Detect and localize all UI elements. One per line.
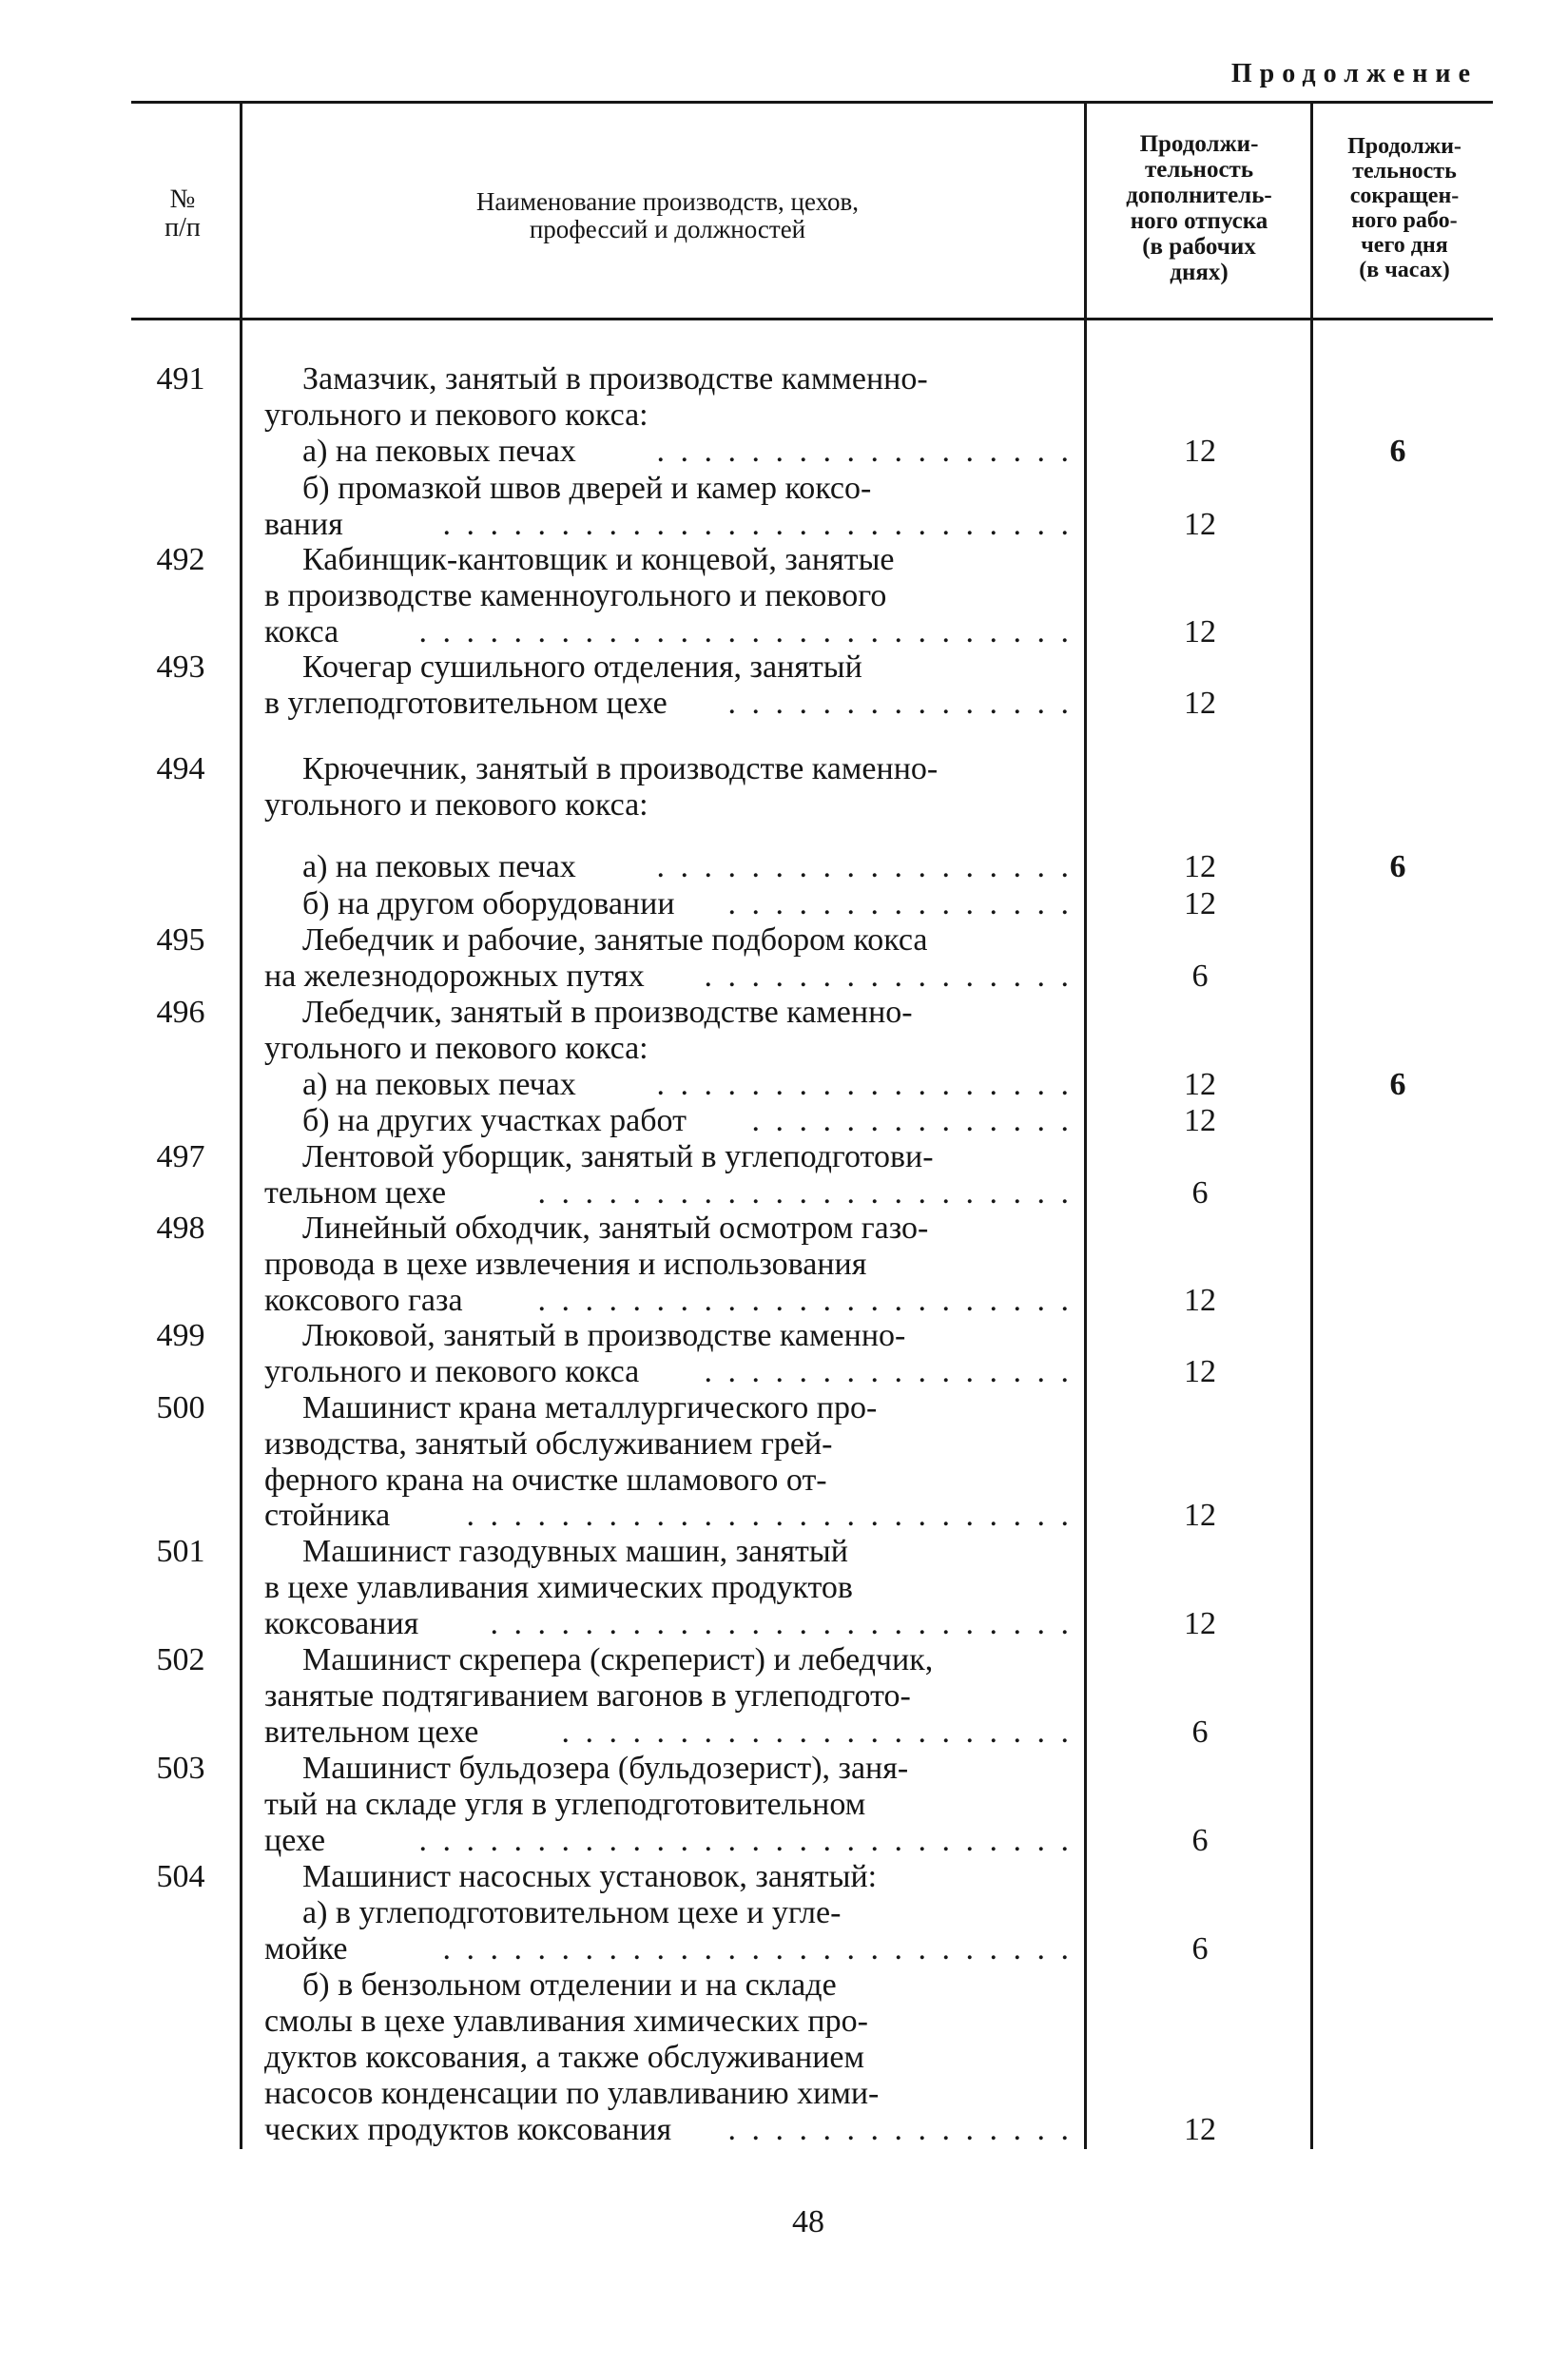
row-text: в производстве каменноугольного и пекового bbox=[264, 578, 887, 613]
row-text: угольного и пекового кокса bbox=[264, 1354, 640, 1389]
vacation-days: 12 bbox=[1184, 1498, 1216, 1533]
row-text: б) на других участках работ bbox=[302, 1103, 687, 1138]
table-row bbox=[0, 614, 1568, 649]
vacation-days: 6 bbox=[1191, 1715, 1209, 1750]
row-text: в цехе улавливания химических продуктов bbox=[264, 1570, 853, 1605]
vacation-days: 12 bbox=[1184, 1606, 1216, 1641]
row-text: Кочегар сушильного отделения, занятый bbox=[302, 649, 862, 685]
header-bottom-rule bbox=[131, 318, 1493, 320]
table-row bbox=[0, 507, 1568, 542]
table-row bbox=[0, 1570, 1568, 1605]
header-number-column: № п/п bbox=[165, 184, 201, 243]
table-row bbox=[0, 1139, 1568, 1174]
table-row bbox=[0, 1463, 1568, 1498]
table-row bbox=[0, 1498, 1568, 1533]
table-row bbox=[0, 1787, 1568, 1822]
row-number: 494 bbox=[156, 751, 205, 786]
leader-dots: . . . . . . . . . . . . . . . bbox=[727, 686, 1073, 721]
table-row bbox=[0, 1211, 1568, 1246]
table-row bbox=[0, 1390, 1568, 1425]
leader-dots: . . . . . . . . . . . . . . . . bbox=[704, 1354, 1073, 1389]
row-text: провода в цехе извлечения и использования bbox=[264, 1247, 867, 1282]
row-text: Кабинщик-кантовщик и концевой, занятые bbox=[302, 542, 895, 577]
table-row bbox=[0, 1247, 1568, 1282]
row-text: вительном цехе bbox=[264, 1715, 479, 1750]
row-number: 492 bbox=[156, 542, 205, 577]
row-text: а) в углеподготовительном цехе и угле- bbox=[302, 1895, 842, 1930]
table-row bbox=[0, 2076, 1568, 2111]
leader-dots: . . . . . . . . . . . . . . . bbox=[727, 2112, 1073, 2147]
row-text: Лентовой уборщик, занятый в углеподготови- bbox=[302, 1139, 934, 1174]
workday-hours: 6 bbox=[1389, 849, 1406, 884]
row-text: занятые подтягиванием вагонов в углеподгото- bbox=[264, 1678, 911, 1714]
table-row bbox=[0, 1103, 1568, 1138]
row-text: угольного и пекового кокса: bbox=[264, 787, 648, 823]
vacation-days: 6 bbox=[1191, 1931, 1209, 1967]
leader-dots: . . . . . . . . . . . . . . . . . . . . . . . . . bbox=[490, 1606, 1073, 1641]
leader-dots: . . . . . . . . . . . . . . . . . . . . . . . . . . . . bbox=[418, 614, 1073, 649]
row-number: 501 bbox=[156, 1534, 205, 1569]
vacation-days: 12 bbox=[1184, 1103, 1216, 1138]
row-text: б) промазкой швов дверей и камер коксо- bbox=[302, 471, 872, 506]
row-text: а) на пековых печах bbox=[302, 434, 576, 469]
table-row bbox=[0, 1751, 1568, 1786]
vacation-days: 6 bbox=[1191, 1823, 1209, 1858]
row-number: 503 bbox=[156, 1751, 205, 1786]
vacation-days: 12 bbox=[1184, 507, 1216, 542]
row-text: Линейный обходчик, занятый осмотром газо- bbox=[302, 1211, 929, 1246]
leader-dots: . . . . . . . . . . . . . . . . bbox=[704, 959, 1073, 994]
vacation-days: 12 bbox=[1184, 2112, 1216, 2147]
continuation-label: Продолжение bbox=[1230, 59, 1478, 88]
table-row bbox=[0, 1031, 1568, 1066]
row-number: 495 bbox=[156, 922, 205, 958]
table-row bbox=[0, 1067, 1568, 1102]
row-text: мойке bbox=[264, 1931, 348, 1967]
table-row bbox=[0, 2040, 1568, 2075]
table-row bbox=[0, 1283, 1568, 1318]
table-row bbox=[0, 1175, 1568, 1211]
row-text: насосов конденсации по улавливанию хими- bbox=[264, 2076, 880, 2111]
table-row bbox=[0, 1678, 1568, 1714]
vacation-days: 12 bbox=[1184, 886, 1216, 921]
row-number: 491 bbox=[156, 361, 205, 397]
leader-dots: . . . . . . . . . . . . . . bbox=[751, 1103, 1073, 1138]
row-text: тый на складе угля в углеподготовительном bbox=[264, 1787, 866, 1822]
table-row bbox=[0, 1931, 1568, 1967]
row-text: Люковой, занятый в производстве каменно- bbox=[302, 1318, 906, 1353]
row-number: 499 bbox=[156, 1318, 205, 1353]
header-hours-column: Продолжи- тельность сокращен- ного рабо- чего дня (в часах) bbox=[1347, 134, 1462, 282]
row-text: угольного и пекового кокса: bbox=[264, 397, 648, 433]
table-top-rule bbox=[131, 101, 1493, 104]
workday-hours: 6 bbox=[1389, 1067, 1406, 1102]
row-text: коксового газа bbox=[264, 1283, 463, 1318]
table-row bbox=[0, 2112, 1568, 2147]
row-text: Крючечник, занятый в производстве каменно- bbox=[302, 751, 939, 786]
row-text: смолы в цехе улавливания химических про- bbox=[264, 2004, 868, 2039]
row-text: ческих продуктов коксования bbox=[264, 2112, 672, 2147]
table-row bbox=[0, 1642, 1568, 1677]
vacation-days: 12 bbox=[1184, 686, 1216, 721]
row-number: 502 bbox=[156, 1642, 205, 1677]
leader-dots: . . . . . . . . . . . . . . . . . . bbox=[656, 434, 1073, 469]
row-number: 496 bbox=[156, 995, 205, 1030]
vacation-days: 12 bbox=[1184, 1283, 1216, 1318]
leader-dots: . . . . . . . . . . . . . . . . . . . . . . . . . . . bbox=[442, 1931, 1073, 1967]
table-row bbox=[0, 1859, 1568, 1894]
row-text: Машинист газодувных машин, занятый bbox=[302, 1534, 848, 1569]
header-name-column: Наименование производств, цехов, профессий и должностей bbox=[475, 187, 860, 244]
table-row bbox=[0, 849, 1568, 884]
row-text: вания bbox=[264, 507, 343, 542]
table-row bbox=[0, 2004, 1568, 2039]
row-text: дуктов коксования, а также обслуживанием bbox=[264, 2040, 865, 2075]
table-row bbox=[0, 578, 1568, 613]
row-text: цехе bbox=[264, 1823, 326, 1858]
leader-dots: . . . . . . . . . . . . . . . . . . . . . . . bbox=[537, 1283, 1073, 1318]
row-text: Замазчик, занятый в производстве камменно- bbox=[302, 361, 928, 397]
vacation-days: 12 bbox=[1184, 849, 1216, 884]
table-row bbox=[0, 542, 1568, 577]
table-row bbox=[0, 922, 1568, 958]
row-number: 504 bbox=[156, 1859, 205, 1894]
table-row bbox=[0, 995, 1568, 1030]
table-row bbox=[0, 1967, 1568, 2003]
leader-dots: . . . . . . . . . . . . . . . . . . . . . . bbox=[561, 1715, 1073, 1750]
table-row bbox=[0, 886, 1568, 921]
row-text: изводства, занятый обслуживанием грей- bbox=[264, 1426, 833, 1462]
table-row bbox=[0, 1715, 1568, 1750]
row-text: стойника bbox=[264, 1498, 391, 1533]
row-text: в углеподготовительном цехе bbox=[264, 686, 668, 721]
leader-dots: . . . . . . . . . . . . . . . . . . . . . . . bbox=[537, 1175, 1073, 1211]
row-number: 500 bbox=[156, 1390, 205, 1425]
table-row bbox=[0, 471, 1568, 506]
table-row bbox=[0, 649, 1568, 685]
header-vacation-column: Продолжи- тельность дополнитель- ного отпуска (в рабочих днях) bbox=[1126, 131, 1272, 285]
row-text: Машинист бульдозера (бульдозерист), заня- bbox=[302, 1751, 909, 1786]
table-row bbox=[0, 1606, 1568, 1641]
table-row bbox=[0, 434, 1568, 469]
row-text: Лебедчик и рабочие, занятые подбором кокса bbox=[302, 922, 928, 958]
leader-dots: . . . . . . . . . . . . . . . . . . . . . . . . . . . bbox=[442, 507, 1073, 542]
row-text: угольного и пекового кокса: bbox=[264, 1031, 648, 1066]
table-row bbox=[0, 1823, 1568, 1858]
vacation-days: 12 bbox=[1184, 1067, 1216, 1102]
table-row bbox=[0, 361, 1568, 397]
leader-dots: . . . . . . . . . . . . . . . . . . . . . . . . . . bbox=[466, 1498, 1073, 1533]
table-row bbox=[0, 1426, 1568, 1462]
vacation-days: 12 bbox=[1184, 614, 1216, 649]
row-text: а) на пековых печах bbox=[302, 849, 576, 884]
row-text: б) в бензольном отделении и на складе bbox=[302, 1967, 837, 2003]
vacation-days: 6 bbox=[1191, 1175, 1209, 1211]
leader-dots: . . . . . . . . . . . . . . . . . . bbox=[656, 1067, 1073, 1102]
leader-dots: . . . . . . . . . . . . . . . . . . bbox=[656, 849, 1073, 884]
row-number: 497 bbox=[156, 1139, 205, 1174]
row-text: Машинист крана металлургического про- bbox=[302, 1390, 878, 1425]
row-text: Машинист скрепера (скреперист) и лебедчик, bbox=[302, 1642, 934, 1677]
row-text: б) на другом оборудовании bbox=[302, 886, 675, 921]
table-row bbox=[0, 1895, 1568, 1930]
table-row bbox=[0, 959, 1568, 994]
vacation-days: 12 bbox=[1184, 434, 1216, 469]
table-row bbox=[0, 1354, 1568, 1389]
row-text: а) на пековых печах bbox=[302, 1067, 576, 1102]
row-text: Машинист насосных установок, занятый: bbox=[302, 1859, 878, 1894]
row-text: коксования bbox=[264, 1606, 419, 1641]
table-row bbox=[0, 686, 1568, 721]
table-row bbox=[0, 787, 1568, 823]
row-text: на железнодорожных путях bbox=[264, 959, 645, 994]
row-number: 498 bbox=[156, 1211, 205, 1246]
table-row bbox=[0, 1534, 1568, 1569]
table-row bbox=[0, 397, 1568, 433]
row-text: кокса bbox=[264, 614, 339, 649]
table-row bbox=[0, 1318, 1568, 1353]
workday-hours: 6 bbox=[1389, 434, 1406, 469]
leader-dots: . . . . . . . . . . . . . . . . . . . . . . . . . . . . bbox=[418, 1823, 1073, 1858]
row-number: 493 bbox=[156, 649, 205, 685]
table-row bbox=[0, 751, 1568, 786]
vacation-days: 12 bbox=[1184, 1354, 1216, 1389]
row-text: тельном цехе bbox=[264, 1175, 447, 1211]
page-number: 48 bbox=[792, 2204, 824, 2239]
vacation-days: 6 bbox=[1191, 959, 1209, 994]
leader-dots: . . . . . . . . . . . . . . . bbox=[727, 886, 1073, 921]
row-text: ферного крана на очистке шламового от- bbox=[264, 1463, 827, 1498]
row-text: Лебедчик, занятый в производстве каменно- bbox=[302, 995, 913, 1030]
